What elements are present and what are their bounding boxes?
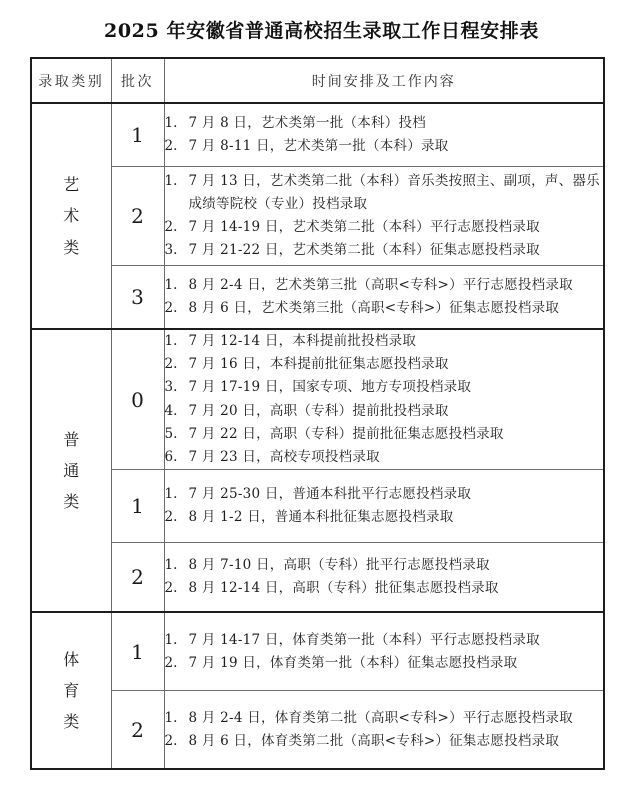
item-text: 7 月 16 日，本科提前批征集志愿投档录取 [188,356,449,373]
item-number: 1. [164,333,178,349]
content-cell [164,329,604,470]
content-cell [164,167,604,266]
category-cell-1 [31,103,111,329]
item-text: 7 月 21-22 日，艺术类第二批（本科）征集志愿投档录取 [188,242,540,259]
item-text: 8 月 7-10 日，高职（专科）批平行志愿投档录取 [188,557,490,574]
table-row [31,691,604,770]
item-text: 7 月 25-30 日，普通本科批平行志愿投档录取 [188,486,472,503]
schedule-table-wrapper [30,57,603,770]
content-item [165,330,604,353]
item-text: 7 月 19 日，体育类第一批（本科）征集志愿投档录取 [188,654,518,671]
content-item [165,554,604,577]
item-number: 1. [164,172,178,189]
batch-cell: 2 [111,543,164,613]
content-item-list [165,274,604,320]
content-cell [164,470,604,543]
content-item [165,297,604,320]
table-body [31,103,604,769]
category-label [32,424,111,518]
table-row [31,543,604,613]
category-char: 艺 [63,175,80,195]
item-number: 2. [164,138,178,154]
item-number: 2. [164,300,178,316]
category-char: 普 [63,429,80,449]
content-item [165,730,604,753]
item-number: 2. [164,580,178,597]
category-char: 体 [63,650,80,670]
item-text: 7 月 13 日，艺术类第二批（本科）音乐类按照主、副项，声、器乐成绩等院校（专业）投档录取 [188,172,600,212]
batch-cell: 3 [111,266,164,330]
item-text: 8 月 1-2 日，普通本科批征集志愿投档录取 [188,509,454,526]
category-char: 通 [63,461,80,481]
item-text: 8 月 12-14 日，高职（专科）批征集志愿投档录取 [188,580,499,597]
content-item [165,135,604,158]
content-item [165,446,604,469]
category-label [32,169,111,263]
category-char: 类 [63,712,80,732]
content-item-list [165,483,604,529]
content-item [165,376,604,399]
content-item [165,239,604,262]
item-text: 7 月 14-19 日，艺术类第二批（本科）平行志愿投档录取 [188,219,540,235]
batch-cell: 1 [111,103,164,167]
item-number: 1. [164,557,178,574]
table-header [31,58,604,103]
item-number: 1. [164,486,178,503]
category-char: 术 [63,206,80,226]
category-char: 育 [63,681,80,701]
content-item [165,170,604,216]
table-row [31,266,604,330]
header-batch: 批次 [111,58,164,103]
content-item [165,483,604,506]
content-item [165,274,604,297]
category-label [32,644,111,738]
table-row [31,470,604,543]
content-cell [164,103,604,167]
item-text: 8 月 2-4 日，艺术类第三批（高职<专科>）平行志愿投档录取 [188,276,573,293]
table-row [31,612,604,691]
content-item-list [165,112,604,158]
content-item [165,652,604,675]
item-number: 2. [164,732,178,749]
content-item-list [165,170,604,263]
category-cell-3 [31,612,111,769]
batch-cell: 2 [111,167,164,266]
category-cell-2 [31,329,111,612]
content-item [165,629,604,652]
item-number: 1. [164,276,178,293]
content-cell [164,691,604,770]
item-text: 7 月 8-11 日，艺术类第一批（本科）录取 [188,138,449,154]
item-number: 1. [164,631,178,648]
content-cell [164,612,604,691]
content-item [165,400,604,423]
item-number: 4. [164,402,178,419]
item-number: 5. [164,425,178,442]
header-row [31,58,604,103]
item-text: 7 月 14-17 日，体育类第一批（本科）平行志愿投档录取 [188,631,540,648]
item-text: 8 月 2-4 日，体育类第二批（高职<专科>）平行志愿投档录取 [188,709,573,726]
content-item [165,506,604,529]
item-text: 8 月 6 日，体育类第二批（高职<专科>）征集志愿投档录取 [188,732,560,749]
content-item [165,353,604,376]
item-number: 2. [164,509,178,526]
item-text: 7 月 8 日，艺术类第一批（本科）投档 [188,114,427,131]
item-text: 7 月 20 日，高职（专科）提前批投档录取 [188,402,449,419]
content-cell [164,543,604,613]
item-number: 3. [164,379,178,396]
schedule-table [30,57,605,770]
item-number: 2. [164,356,178,373]
content-item [165,216,604,239]
item-number: 1. [164,709,178,726]
item-number: 2. [164,219,178,235]
table-row [31,329,604,470]
table-row [31,167,604,266]
content-cell [164,266,604,330]
content-item-list [165,707,604,753]
header-category: 录取类别 [31,58,111,103]
batch-cell: 0 [111,329,164,470]
item-number: 2. [164,654,178,671]
item-text: 7 月 22 日，高职（专科）提前批征集志愿投档录取 [188,425,504,442]
header-content: 时间安排及工作内容 [164,58,604,103]
item-text: 7 月 23 日，高校专项投档录取 [188,449,380,466]
category-char: 类 [63,492,80,512]
item-number: 1. [164,114,178,131]
batch-cell: 1 [111,612,164,691]
content-item-list [165,554,604,600]
item-text: 8 月 6 日，艺术类第三批（高职<专科>）征集志愿投档录取 [188,300,560,316]
batch-cell: 2 [111,691,164,770]
table-row [31,103,604,167]
item-number: 3. [164,242,178,259]
item-number: 6. [164,449,178,466]
content-item [165,423,604,446]
item-text: 7 月 12-14 日，本科提前批投档录取 [188,333,417,349]
content-item-list [165,330,604,469]
content-item [165,112,604,135]
category-char: 类 [63,237,80,257]
content-item [165,577,604,600]
item-text: 7 月 17-19 日，国家专项、地方专项投档录取 [188,379,472,396]
batch-cell: 1 [111,470,164,543]
content-item-list [165,629,604,675]
content-item [165,707,604,730]
page-title: 2025 年安徽省普通高校招生录取工作日程安排表 [104,20,539,42]
